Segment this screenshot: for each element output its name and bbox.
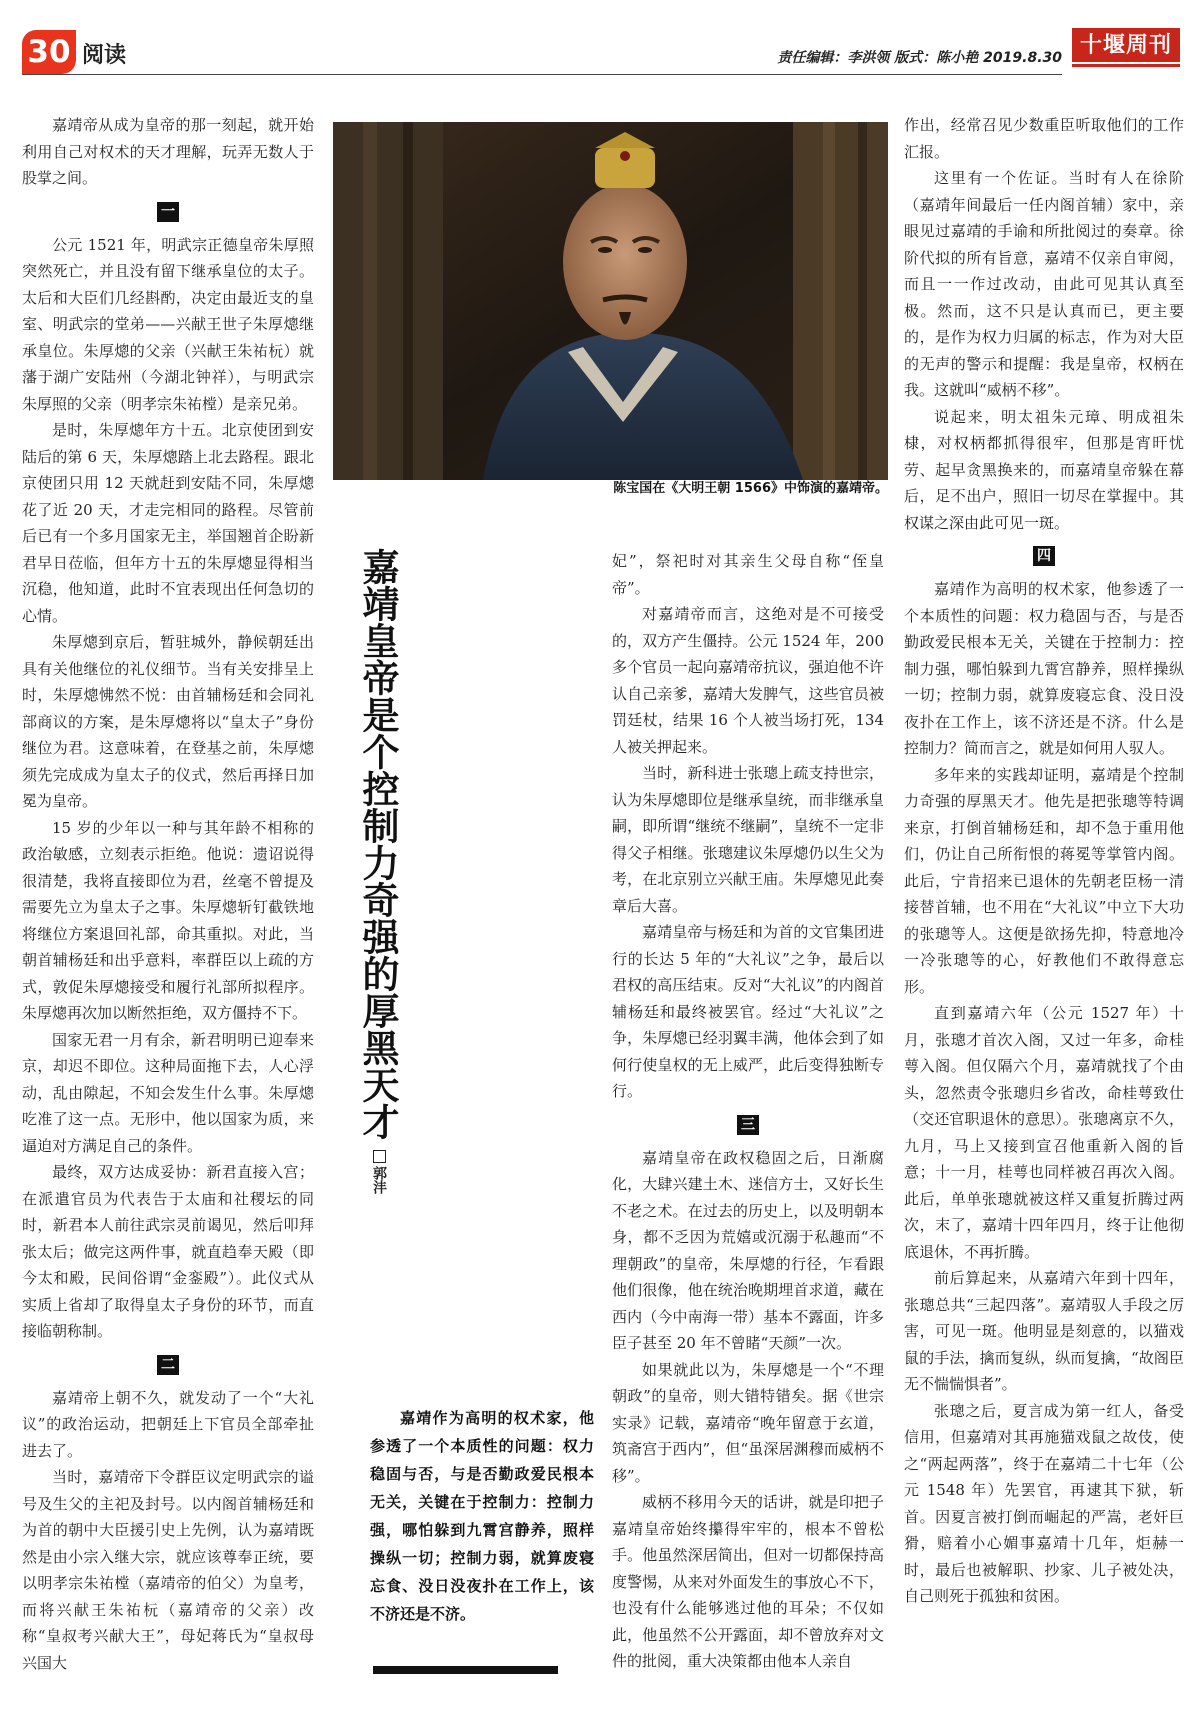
section-name: 阅读 bbox=[82, 43, 127, 68]
article-title: 嘉靖皇帝是个控制力奇强的厚黑天才 bbox=[356, 548, 400, 1140]
paragraph: 前后算起来，从嘉靖六年到十四年，张璁总共“三起四落”。嘉靖驭人手段之厉害，可见一斑。他明显是刻意的，以猫戏鼠的手法，擒而复纵，纵而复擒，“故阁臣无不惴惴惧者”。 bbox=[904, 1269, 1184, 1393]
page-header bbox=[0, 0, 1200, 80]
paragraph: 嘉靖皇帝在政权稳固之后，日渐腐化，大肆兴建土木、迷信方士，又好长生不老之术。在过去的历史上，以及明朝本身，都不乏因为荒嬉或沉溺于私趣而“不理朝政”的皇帝，朱厚熜的行径，乍看跟他们很像，他在统治晚期埋首求道，藏在西内（今中南海一带）基本不露面，许多臣子甚至 20 年不曾睹“天颜”一次。 bbox=[612, 1148, 884, 1352]
paragraph: 当时，嘉靖帝下令群臣议定明武宗的谥号及生父的主祀及封号。以内阁首辅杨廷和为首的朝中大臣援引史上先例，认为嘉靖既然是由小宗入继大宗，就应该尊奉正统，要以明孝宗朱祐樘（嘉靖帝的伯父）为皇考，而将兴献王朱祐杬（嘉靖帝的父亲）改称“皇叔考兴献大王”，母妃蒋氏为“皇叔母兴国大 bbox=[22, 1468, 314, 1672]
article-column-3 bbox=[612, 548, 884, 1675]
paragraph: 嘉靖帝从成为皇帝的那一刻起，就开始利用自己对权术的天才理解，玩弄无数人于股掌之间。 bbox=[22, 116, 314, 187]
paragraph: 嘉靖作为高明的权术家，他参透了一个本质性的问题：权力稳固与否，与是否勤政爱民根本无关，关键在于控制力：控制力强，哪怕躲到九霄宫静养，照样操纵一切；控制力弱，就算废寝忘食、没日没夜扑在工作上，该不济还是不济。什么是控制力？简而言之，就是如何用人驭人。 bbox=[904, 580, 1184, 757]
author-name: 郭沣 bbox=[371, 1166, 387, 1194]
paragraph: 直到嘉靖六年（公元 1527 年）十月，张璁才首次入阁，又过一年多，命桂萼入阁。但仅隔六个月，嘉靖就找了个由头，忽然责令张璁归乡省改，命桂萼致仕（交还官职退休的意思）。张璁离京不久，九月，马上又接到宣召他重新入阁的旨意；十一月，桂萼也同样被召再次入阁。此后，单单张璁就被这样又重复折腾过两次，末了，嘉靖十四年四月，终于让他彻底退休，不再折腾。 bbox=[904, 1004, 1184, 1261]
paragraph: 对嘉靖帝而言，这绝对是不可接受的，双方产生僵持。公元 1524 年，200 多个官员一起向嘉靖帝抗议，强迫他不许认自己亲爹，嘉靖大发脾气，这些官员被罚廷杖，结果 16 个人被当场打死，134 人被关押起来。 bbox=[612, 605, 884, 756]
section-marker-1: 一 bbox=[157, 202, 179, 222]
byline-marker bbox=[373, 1150, 386, 1163]
paragraph: 嘉靖皇帝与杨廷和为首的文官集团进行的长达 5 年的“大礼议”之争，最后以君权的高压结束。反对“大礼议”的内阁首辅杨廷和最终被罢官。经过“大礼议”之争，朱厚熜已经羽翼丰满，他体会到了如何行使皇权的无上威严，此后变得独断专行。 bbox=[612, 923, 884, 1100]
pull-quote-bar bbox=[373, 1666, 558, 1674]
paragraph: 是时，朱厚熜年方十五。北京使团到安陆后的第 6 天，朱厚熜踏上北去路程。跟北京使团只用 12 天就赶到安陆不同，朱厚熜花了近 20 天，才走完相同的路程。尽管前后已有一个多月国家无主，举国翘首企盼新君早日莅临，但年方十五的朱厚熜显得相当沉稳，他知道，此时不宜表现出任何急切的心情。 bbox=[22, 421, 314, 625]
paragraph: 朱厚熜到京后，暂驻城外，静候朝廷出具有关他继位的礼仪细节。当有关安排呈上时，朱厚熜怫然不悦：由首辅杨廷和会同礼部商议的方案，是朱厚熜将以“皇太子”身份继位为君。这意味着，在登基之前，朱厚熜须先完成成为皇太子的仪式，然后再择日加冕为皇帝。 bbox=[22, 633, 314, 810]
photo-illustration bbox=[333, 122, 888, 480]
publication-logo: 十堰周刊 bbox=[1072, 28, 1180, 62]
paragraph: 说起来，明太祖朱元璋、明成祖朱棣，对权柄都抓得很牢，但那是宵旰忧劳、起早贪黑换来的，而嘉靖皇帝躲在幕后，足不出户，照旧一切尽在掌握中。其权谋之深由此可见一斑。 bbox=[904, 407, 1184, 532]
paragraph: 张璁之后，夏言成为第一红人，备受信用，但嘉靖对其再施猫戏鼠之故伎，使之“两起两落”，终于在嘉靖二十七年（公元 1548 年）先罢官，再逮其下狱，斩首。因夏言被打倒而崛起的严嵩，老奸巨猾，赔着小心媚事嘉靖十几年，炬赫一时，最后也被解职、抄家、儿子被处决，自己则死于孤独和贫困。 bbox=[904, 1401, 1184, 1605]
section-marker-4: 四 bbox=[1033, 546, 1055, 566]
logo-underline bbox=[1072, 64, 1180, 67]
paragraph: 当时，新科进士张璁上疏支持世宗，认为朱厚熜即位是继承皇统，而非继承皇嗣，即所谓“继统不继嗣”，皇统不一定非得父子相继。张璁建议朱厚熜仍以生父为考，在北京别立兴献王庙。朱厚熜见此奏章后大喜。 bbox=[612, 764, 884, 915]
article-column-1 bbox=[22, 112, 314, 1676]
pull-quote-text: 嘉靖作为高明的权术家，他参透了一个本质性的问题：权力稳固与否，与是否勤政爱民根本无关，关键在于控制力：控制力强，哪怕躲到九霄宫静养，照样操纵一切；控制力弱，就算废寝忘食、没日没夜扑在工作上，该不济还是不济。 bbox=[370, 1409, 594, 1623]
article-column-4 bbox=[904, 112, 1184, 1610]
header-rule bbox=[22, 74, 1062, 75]
pull-quote bbox=[370, 1404, 594, 1628]
paragraph: 多年来的实践却证明，嘉靖是个控制力奇强的厚黑天才。他先是把张璁等特调来京，打倒首辅杨廷和，却不急于重用他们，仍让自己所衔恨的蒋冕等掌管内阁。此后，宁肯招来已退休的先朝老臣杨一清接替首辅，也不用在“大礼议”中立下大功的张璁等人。这便是欲扬先抑，特意地冷一冷张璁等的心，好教他们不敢得意忘形。 bbox=[904, 765, 1184, 996]
section-marker-3: 三 bbox=[737, 1115, 759, 1135]
paragraph: 如果就此以为，朱厚熜是一个“不理朝政”的皇帝，则大错特错矣。据《世宗实录》记载，嘉靖帝“晚年留意于玄道，筑斋宫于西内”，但“虽深居渊穆而威柄不移”。 bbox=[612, 1360, 884, 1485]
editor-credits: 责任编辑：李洪领 版式：陈小艳 2019.8.30 bbox=[777, 50, 1062, 66]
photo-caption: 陈宝国在《大明王朝 1566》中饰演的嘉靖帝。 bbox=[613, 481, 888, 496]
paragraph: 妃”，祭祀时对其亲生父母自称“侄皇帝”。 bbox=[612, 552, 884, 597]
page-number: 30 bbox=[22, 30, 76, 74]
paragraph: 作出，经常召见少数重臣听取他们的工作汇报。 bbox=[904, 116, 1184, 161]
paragraph: 15 岁的少年以一种与其年龄不相称的政治敏感，立刻表示拒绝。他说：遗诏说得很清楚，我将直接即位为君，丝毫不曾提及需要先立为皇太子之事。朱厚熜斩钉截铁地将继位方案退回礼部，命其重拟。对此，当朝首辅杨廷和出乎意料，率群臣以上疏的方式，敦促朱厚熜接受和履行礼部所拟程序。朱厚熜再次加以断然拒绝，双方僵持不下。 bbox=[22, 818, 314, 1022]
section-marker-2: 二 bbox=[157, 1355, 179, 1375]
paragraph: 威柄不移用今天的话讲，就是印把子嘉靖皇帝始终攥得牢牢的，根本不曾松手。他虽然深居简出，但对一切都保持高度警惕，从来对外面发生的事放心不下，也没有什么能够逃过他的耳朵；不仅如此，他虽然不公开露面，却不曾放弃对文件的批阅，重大决策都由他本人亲自 bbox=[612, 1493, 884, 1670]
author-byline bbox=[364, 1150, 388, 1194]
paragraph: 这里有一个佐证。当时有人在徐阶（嘉靖年间最后一任内阁首辅）家中，亲眼见过嘉靖的手谕和所批阅过的奏章。徐阶代拟的所有旨意，嘉靖不仅亲自审阅，而且一一作过改动，由此可见其认真至极。然而，这不只是认真而已，更主要的，是作为权力归属的标志，作为对大臣的无声的警示和提醒：我是皇帝，权柄在我。这就叫“威柄不移”。 bbox=[904, 169, 1184, 399]
article-photo bbox=[333, 122, 888, 480]
paragraph: 最终，双方达成妥协：新君直接入宫；在派遣官员为代表告于太庙和社稷坛的同时，新君本人前往武宗灵前谒见，然后叩拜张太后；做完这两件事，就直趋奉天殿（即今太和殿，民间俗谓“金銮殿”）。此仪式从实质上省却了取得皇太子身份的环节，而直接临朝称制。 bbox=[22, 1163, 314, 1340]
paragraph: 嘉靖帝上朝不久，就发动了一个“大礼议”的政治运动，把朝廷上下官员全部牵扯进去了。 bbox=[22, 1388, 314, 1460]
paragraph: 公元 1521 年，明武宗正德皇帝朱厚照突然死亡，并且没有留下继承皇位的太子。太后和大臣们几经斟酌，决定由最近支的皇室、明武宗的堂弟——兴献王世子朱厚熜继承皇位。朱厚熜的父亲（兴献王朱祐杬）就藩于湖广安陆州（今湖北钟祥），与明武宗朱厚照的父亲（明孝宗朱祐樘）是亲兄弟。 bbox=[22, 235, 314, 413]
paragraph: 国家无君一月有余，新君明明已迎奉来京，却迟不即位。这种局面拖下去，人心浮动，乱由隙起，不知会发生什么事。朱厚熜吃准了这一点。无形中，他以国家为质，来逼迫对方满足自己的条件。 bbox=[22, 1030, 314, 1155]
